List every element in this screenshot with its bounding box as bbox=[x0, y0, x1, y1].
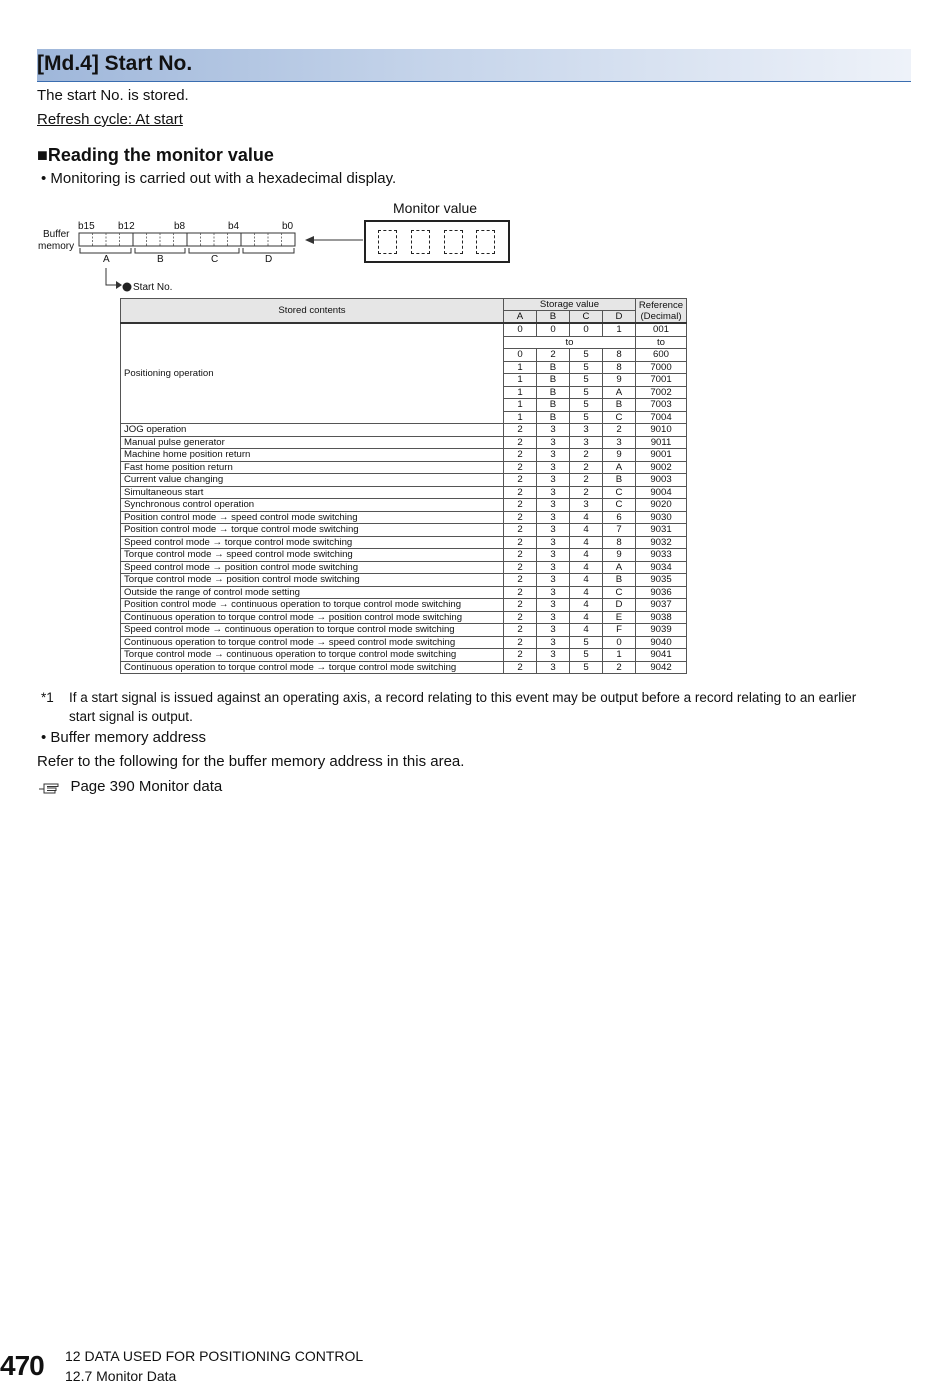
value-cell: 4 bbox=[570, 561, 603, 574]
table-row bbox=[121, 499, 687, 512]
stored-contents-cell: Speed control mode → continuous operation to torque control mode switching bbox=[121, 624, 504, 637]
value-cell: 3 bbox=[537, 436, 570, 449]
value-cell: 2 bbox=[504, 561, 537, 574]
bit-label: b8 bbox=[174, 221, 186, 232]
value-cell: A bbox=[603, 561, 636, 574]
value-cell: C bbox=[603, 499, 636, 512]
value-cell: 2 bbox=[504, 436, 537, 449]
value-cell: 4 bbox=[570, 574, 603, 587]
value-cell: 1 bbox=[504, 399, 537, 412]
table-row bbox=[121, 461, 687, 474]
stored-contents-cell: Continuous operation to torque control mode → position control mode switching bbox=[121, 611, 504, 624]
table-row bbox=[121, 661, 687, 674]
monitor-value-box bbox=[364, 220, 510, 263]
reference-cell: 9040 bbox=[636, 636, 687, 649]
value-cell: 3 bbox=[537, 536, 570, 549]
stored-contents-cell: Current value changing bbox=[121, 474, 504, 487]
page-reference-link[interactable] bbox=[38, 779, 222, 798]
value-cell: 2 bbox=[504, 511, 537, 524]
value-cell: 2 bbox=[504, 486, 537, 499]
value-cell: C bbox=[603, 411, 636, 424]
bit-label: b4 bbox=[228, 221, 240, 232]
value-cell: 2 bbox=[603, 424, 636, 437]
value-cell: 2 bbox=[504, 549, 537, 562]
reference-cell: 9020 bbox=[636, 499, 687, 512]
reference-cell: 9010 bbox=[636, 424, 687, 437]
value-cell: 3 bbox=[537, 636, 570, 649]
value-cell: 0 bbox=[570, 323, 603, 336]
value-cell: 2 bbox=[504, 474, 537, 487]
table-row bbox=[121, 536, 687, 549]
stored-contents-cell: Position control mode → torque control mode switching bbox=[121, 524, 504, 537]
value-cell: 1 bbox=[504, 411, 537, 424]
value-cell: 3 bbox=[537, 474, 570, 487]
digit-placeholder bbox=[444, 230, 463, 254]
to-cell: to bbox=[504, 336, 636, 349]
value-cell: 3 bbox=[537, 649, 570, 662]
reference-cell: 7003 bbox=[636, 399, 687, 412]
value-cell: 3 bbox=[537, 574, 570, 587]
value-cell: 2 bbox=[504, 599, 537, 612]
reference-cell: 9041 bbox=[636, 649, 687, 662]
value-cell: 2 bbox=[504, 611, 537, 624]
table-row bbox=[121, 524, 687, 537]
value-cell: B bbox=[537, 411, 570, 424]
value-cell: 2 bbox=[570, 486, 603, 499]
value-cell: 0 bbox=[603, 636, 636, 649]
value-cell: 4 bbox=[570, 511, 603, 524]
nibble-label: A bbox=[103, 254, 110, 265]
header-col-c: C bbox=[570, 311, 603, 324]
nibble-label: C bbox=[211, 254, 219, 265]
value-cell: 2 bbox=[504, 636, 537, 649]
digit-placeholder bbox=[476, 230, 495, 254]
value-cell: B bbox=[603, 399, 636, 412]
stored-contents-cell: Torque control mode → speed control mode switching bbox=[121, 549, 504, 562]
value-cell: 5 bbox=[570, 361, 603, 374]
header-reference-line1: Reference bbox=[638, 299, 684, 311]
reference-cell: 9036 bbox=[636, 586, 687, 599]
stored-contents-cell: Outside the range of control mode setting bbox=[121, 586, 504, 599]
header-col-b: B bbox=[537, 311, 570, 324]
value-cell: 2 bbox=[570, 461, 603, 474]
bit-field-graphic bbox=[74, 230, 374, 296]
value-cell: 2 bbox=[504, 449, 537, 462]
reference-cell: 9037 bbox=[636, 599, 687, 612]
value-cell: 3 bbox=[537, 549, 570, 562]
value-cell: B bbox=[603, 474, 636, 487]
value-cell: 8 bbox=[603, 536, 636, 549]
table-row bbox=[121, 636, 687, 649]
stored-contents-cell: Position control mode → speed control mode switching bbox=[121, 511, 504, 524]
value-cell: 2 bbox=[504, 574, 537, 587]
table-row bbox=[121, 574, 687, 587]
footnote-line2: start signal is output. bbox=[69, 709, 193, 724]
value-cell: 5 bbox=[570, 661, 603, 674]
reference-cell: 9030 bbox=[636, 511, 687, 524]
header-reference-line2: (Decimal) bbox=[640, 310, 682, 322]
value-cell: 2 bbox=[504, 499, 537, 512]
reference-cell: 9003 bbox=[636, 474, 687, 487]
start-no-table bbox=[120, 298, 687, 674]
to-cell: to bbox=[636, 336, 687, 349]
refer-text: Refer to the following for the buffer memory address in this area. bbox=[37, 753, 465, 770]
table-row bbox=[121, 611, 687, 624]
value-cell: 1 bbox=[504, 386, 537, 399]
reference-cell: 9031 bbox=[636, 524, 687, 537]
monitor-value-label: Monitor value bbox=[393, 200, 478, 216]
pointing-hand-icon bbox=[38, 779, 66, 795]
memory-label: memory bbox=[38, 241, 75, 252]
value-cell: 4 bbox=[570, 524, 603, 537]
stored-contents-cell: Torque control mode → continuous operation to torque control mode switching bbox=[121, 649, 504, 662]
value-cell: 5 bbox=[570, 399, 603, 412]
bullet-monitoring: • Monitoring is carried out with a hexadecimal display. bbox=[41, 170, 397, 187]
value-cell: A bbox=[603, 386, 636, 399]
value-cell: 3 bbox=[537, 424, 570, 437]
stored-contents-cell: Machine home position return bbox=[121, 449, 504, 462]
value-cell: C bbox=[603, 486, 636, 499]
value-cell: D bbox=[603, 599, 636, 612]
value-cell: 3 bbox=[537, 449, 570, 462]
value-cell: 2 bbox=[504, 536, 537, 549]
table-row bbox=[121, 486, 687, 499]
stored-contents-cell: Continuous operation to torque control mode → torque control mode switching bbox=[121, 661, 504, 674]
value-cell: 3 bbox=[537, 624, 570, 637]
stored-contents-cell: Manual pulse generator bbox=[121, 436, 504, 449]
value-cell: 8 bbox=[603, 349, 636, 362]
value-cell: 5 bbox=[570, 386, 603, 399]
stored-contents-cell: JOG operation bbox=[121, 424, 504, 437]
value-cell: 3 bbox=[603, 436, 636, 449]
digit-placeholder bbox=[411, 230, 430, 254]
stored-contents-cell: Torque control mode → position control mode switching bbox=[121, 574, 504, 587]
footnote-mark: *1 bbox=[41, 690, 54, 705]
bit-label: b12 bbox=[118, 221, 135, 232]
value-cell: B bbox=[537, 386, 570, 399]
reference-cell: 9042 bbox=[636, 661, 687, 674]
value-cell: 4 bbox=[570, 536, 603, 549]
value-cell: B bbox=[603, 574, 636, 587]
value-cell: 2 bbox=[504, 524, 537, 537]
reference-cell: 9001 bbox=[636, 449, 687, 462]
digit-placeholder bbox=[378, 230, 397, 254]
value-cell: 3 bbox=[537, 599, 570, 612]
value-cell: 9 bbox=[603, 374, 636, 387]
value-cell: 3 bbox=[537, 499, 570, 512]
value-cell: 2 bbox=[570, 474, 603, 487]
value-cell: 2 bbox=[504, 661, 537, 674]
reference-cell: 9038 bbox=[636, 611, 687, 624]
table-row bbox=[121, 436, 687, 449]
page-reference-text[interactable]: Page 390 Monitor data bbox=[70, 778, 223, 795]
reference-cell: 7004 bbox=[636, 411, 687, 424]
value-cell: 5 bbox=[570, 649, 603, 662]
section-title-bar bbox=[37, 49, 911, 82]
reference-cell: 9032 bbox=[636, 536, 687, 549]
value-cell: 0 bbox=[504, 323, 537, 336]
bit-label: b0 bbox=[282, 221, 294, 232]
nibble-label: B bbox=[157, 254, 164, 265]
value-cell: B bbox=[537, 399, 570, 412]
value-cell: 8 bbox=[603, 361, 636, 374]
footnote-line1: If a start signal is issued against an operating axis, a record relating to this event may be output before a record relating to an earlier bbox=[69, 690, 857, 705]
value-cell: 2 bbox=[504, 586, 537, 599]
table-row bbox=[121, 561, 687, 574]
value-cell: 3 bbox=[537, 524, 570, 537]
header-reference bbox=[636, 299, 687, 324]
section-heading: ■Reading the monitor value bbox=[37, 145, 274, 165]
stored-contents-cell: Speed control mode → position control mode switching bbox=[121, 561, 504, 574]
page-number: 470 bbox=[0, 1350, 44, 1381]
value-cell: 3 bbox=[537, 611, 570, 624]
header-col-d: D bbox=[603, 311, 636, 324]
reference-cell: 9002 bbox=[636, 461, 687, 474]
value-cell: 2 bbox=[504, 424, 537, 437]
stored-contents-cell: Speed control mode → torque control mode switching bbox=[121, 536, 504, 549]
value-cell: 2 bbox=[570, 449, 603, 462]
reference-cell: 9039 bbox=[636, 624, 687, 637]
value-cell: 2 bbox=[504, 461, 537, 474]
value-cell: 3 bbox=[570, 424, 603, 437]
reference-cell: 600 bbox=[636, 349, 687, 362]
value-cell: 9 bbox=[603, 549, 636, 562]
value-cell: 2 bbox=[504, 649, 537, 662]
stored-contents-cell: Position control mode → continuous operation to torque control mode switching bbox=[121, 599, 504, 612]
table-row bbox=[121, 549, 687, 562]
table-row bbox=[121, 474, 687, 487]
value-cell: 4 bbox=[570, 624, 603, 637]
reference-cell: 9035 bbox=[636, 574, 687, 587]
header-stored-contents: Stored contents bbox=[121, 299, 504, 324]
reference-cell: 7002 bbox=[636, 386, 687, 399]
value-cell: 2 bbox=[537, 349, 570, 362]
value-cell: F bbox=[603, 624, 636, 637]
value-cell: 2 bbox=[504, 624, 537, 637]
value-cell: 5 bbox=[570, 349, 603, 362]
stored-contents-cell: Synchronous control operation bbox=[121, 499, 504, 512]
stored-contents-cell: Simultaneous start bbox=[121, 486, 504, 499]
value-cell: 5 bbox=[570, 636, 603, 649]
value-cell: 3 bbox=[537, 561, 570, 574]
header-storage-value: Storage value bbox=[504, 299, 636, 311]
reference-cell: 9033 bbox=[636, 549, 687, 562]
bit-label: b15 bbox=[78, 221, 95, 232]
table-row bbox=[121, 599, 687, 612]
value-cell: 3 bbox=[537, 661, 570, 674]
footer-section: 12.7 Monitor Data bbox=[65, 1368, 177, 1384]
value-cell: C bbox=[603, 586, 636, 599]
value-cell: 1 bbox=[603, 323, 636, 336]
reference-cell: 9034 bbox=[636, 561, 687, 574]
reference-cell: 7001 bbox=[636, 374, 687, 387]
value-cell: 3 bbox=[537, 486, 570, 499]
value-cell: 3 bbox=[537, 586, 570, 599]
start-no-label: Start No. bbox=[133, 282, 173, 293]
table-row bbox=[121, 649, 687, 662]
reference-cell: 9004 bbox=[636, 486, 687, 499]
footer-chapter: 12 DATA USED FOR POSITIONING CONTROL bbox=[65, 1348, 364, 1364]
value-cell: 3 bbox=[570, 436, 603, 449]
value-cell: 5 bbox=[570, 411, 603, 424]
value-cell: 3 bbox=[537, 511, 570, 524]
table-row bbox=[121, 323, 687, 336]
stored-contents-cell: Fast home position return bbox=[121, 461, 504, 474]
reference-cell: 7000 bbox=[636, 361, 687, 374]
table-row bbox=[121, 586, 687, 599]
value-cell: 4 bbox=[570, 599, 603, 612]
value-cell: 4 bbox=[570, 586, 603, 599]
value-cell: 1 bbox=[603, 649, 636, 662]
bullet-buffer-memory: • Buffer memory address bbox=[41, 729, 207, 746]
reference-cell: 001 bbox=[636, 323, 687, 336]
value-cell: A bbox=[603, 461, 636, 474]
value-cell: 6 bbox=[603, 511, 636, 524]
value-cell: 3 bbox=[537, 461, 570, 474]
value-cell: 4 bbox=[570, 611, 603, 624]
nibble-label: D bbox=[265, 254, 273, 265]
header-col-a: A bbox=[504, 311, 537, 324]
value-cell: B bbox=[537, 374, 570, 387]
page-title: [Md.4] Start No. bbox=[37, 52, 193, 75]
intro-text: The start No. is stored. bbox=[37, 87, 189, 104]
value-cell: E bbox=[603, 611, 636, 624]
value-cell: 9 bbox=[603, 449, 636, 462]
table-row bbox=[121, 449, 687, 462]
stored-contents-cell: Continuous operation to torque control mode → speed control mode switching bbox=[121, 636, 504, 649]
value-cell: 3 bbox=[570, 499, 603, 512]
value-cell: 0 bbox=[537, 323, 570, 336]
refresh-cycle-text: Refresh cycle: At start bbox=[37, 111, 183, 128]
value-cell: 5 bbox=[570, 374, 603, 387]
value-cell: 1 bbox=[504, 374, 537, 387]
value-cell: 4 bbox=[570, 549, 603, 562]
table-row bbox=[121, 424, 687, 437]
reference-cell: 9011 bbox=[636, 436, 687, 449]
value-cell: 1 bbox=[504, 361, 537, 374]
positioning-operation-cell: Positioning operation bbox=[121, 323, 504, 424]
buffer-label: Buffer bbox=[43, 229, 70, 240]
value-cell: B bbox=[537, 361, 570, 374]
value-cell: 7 bbox=[603, 524, 636, 537]
table-row bbox=[121, 511, 687, 524]
value-cell: 2 bbox=[603, 661, 636, 674]
table-row bbox=[121, 624, 687, 637]
value-cell: 0 bbox=[504, 349, 537, 362]
